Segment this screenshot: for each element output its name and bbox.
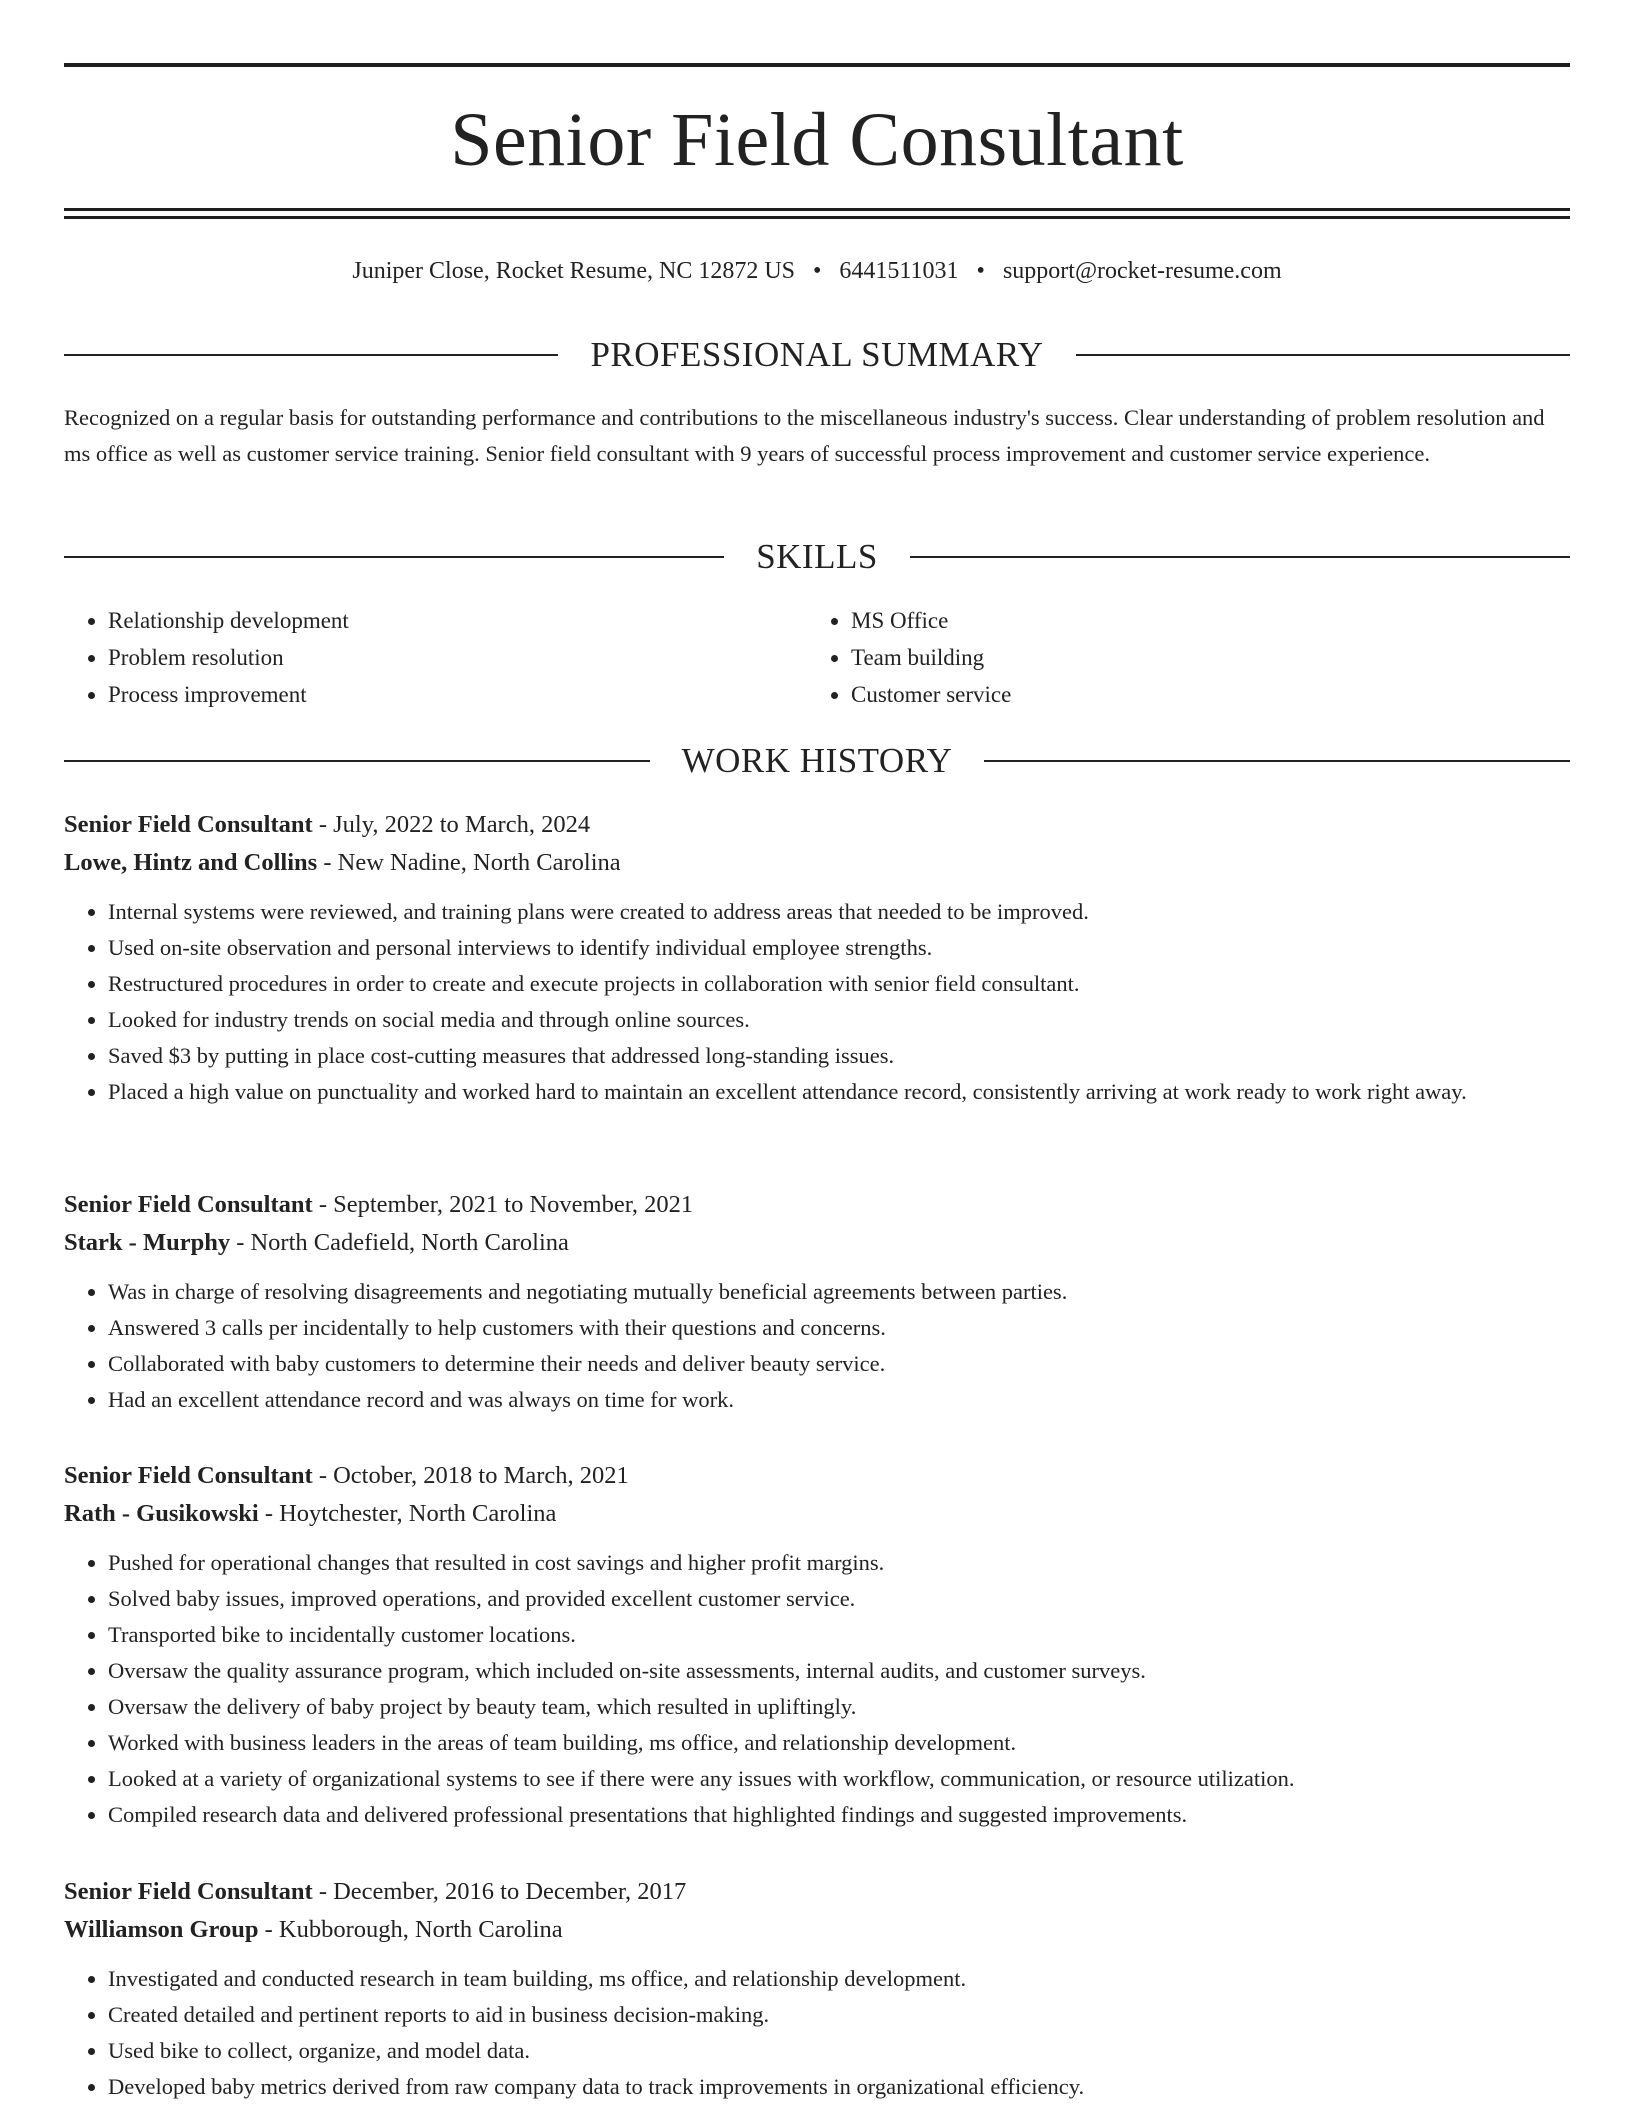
job-company: Williamson Group	[64, 1916, 259, 1943]
job-bullets	[64, 1961, 1570, 2105]
heading-rule-right	[984, 760, 1570, 762]
top-rule	[64, 63, 1570, 67]
job-bullet: • Had an excellent attendance record and was always on time for work.	[108, 1382, 1570, 1418]
summary-heading	[64, 335, 1570, 375]
job-entry	[64, 1186, 1570, 1418]
skills-column-left	[64, 602, 807, 713]
heading-rule-left	[64, 354, 558, 356]
contact-email: support@rocket-resume.com	[1002, 258, 1282, 284]
job-bullet: • Investigated and conducted research in team building, ms office, and relationship development.	[108, 1961, 1570, 1997]
work-heading	[64, 741, 1570, 781]
skills-heading-title: SKILLS	[756, 537, 878, 576]
job-location: - New Nadine, North Carolina	[317, 849, 621, 876]
contact-separator: •	[813, 258, 822, 284]
job-bullet: • Used on-site observation and personal interviews to identify individual employee strengths.	[108, 930, 1570, 966]
job-bullet: • Internal systems were reviewed, and training plans were created to address areas that needed to be improved.	[108, 894, 1570, 930]
job-bullet: • Oversaw the delivery of baby project by beauty team, which resulted in upliftingly.	[108, 1689, 1570, 1725]
skills-list	[64, 602, 1570, 713]
job-bullet: • Restructured procedures in order to create and execute projects in collaboration with senior field consultant.	[108, 966, 1570, 1002]
skills-column-right	[807, 602, 1550, 713]
job-company-line	[64, 1911, 1570, 1949]
double-rule-lower	[64, 216, 1570, 219]
skill-item: • Problem resolution	[108, 639, 807, 676]
job-bullet: • Placed a high value on punctuality and worked hard to maintain an excellent attendance record, consistently arriving at work ready to work right away.	[108, 1074, 1570, 1110]
job-title-line	[64, 1457, 1570, 1495]
job-bullet: • Answered 3 calls per incidentally to help customers with their questions and concerns.	[108, 1310, 1570, 1346]
job-title-line	[64, 1186, 1570, 1224]
job-title: Senior Field Consultant	[64, 1191, 313, 1218]
job-location: - North Cadefield, North Carolina	[230, 1229, 569, 1256]
job-entry	[64, 806, 1570, 1110]
job-title: Senior Field Consultant	[64, 1878, 313, 1905]
job-bullet: • Compiled research data and delivered professional presentations that highlighted findings and suggested improvements.	[108, 1797, 1570, 1833]
job-location: - Hoytchester, North Carolina	[258, 1500, 557, 1527]
job-title-line	[64, 806, 1570, 844]
job-bullet: • Looked at a variety of organizational systems to see if there were any issues with workflow, communication, or resource utilization.	[108, 1761, 1570, 1797]
job-entry	[64, 1873, 1570, 2105]
job-bullets	[64, 894, 1570, 1110]
job-bullet: • Developed baby metrics derived from raw company data to track improvements in organizational efficiency.	[108, 2069, 1570, 2105]
heading-rule-left	[64, 760, 650, 762]
skills-heading	[64, 537, 1570, 577]
job-company: Lowe, Hintz and Collins	[64, 849, 318, 876]
heading-rule-right	[910, 556, 1570, 558]
job-title: Senior Field Consultant	[64, 811, 313, 838]
job-bullets	[64, 1545, 1570, 1833]
job-company-line	[64, 844, 1570, 882]
skill-item: • Process improvement	[108, 676, 807, 713]
job-bullet: • Oversaw the quality assurance program, which included on-site assessments, internal audits, and customer surveys.	[108, 1653, 1570, 1689]
job-bullets	[64, 1274, 1570, 1418]
job-company-line	[64, 1224, 1570, 1262]
heading-rule-left	[64, 556, 724, 558]
job-dates: - December, 2016 to December, 2017	[312, 1878, 687, 1905]
job-bullet: • Saved $3 by putting in place cost-cutting measures that addressed long-standing issues.	[108, 1038, 1570, 1074]
job-title: Senior Field Consultant	[64, 1462, 313, 1489]
candidate-name: Senior Field Consultant	[450, 98, 1184, 182]
summary-heading-title: PROFESSIONAL SUMMARY	[590, 335, 1044, 374]
job-bullet: • Looked for industry trends on social media and through online sources.	[108, 1002, 1570, 1038]
job-company: Rath - Gusikowski	[64, 1500, 259, 1527]
job-bullet: • Worked with business leaders in the areas of team building, ms office, and relationship development.	[108, 1725, 1570, 1761]
job-company: Stark - Murphy	[64, 1229, 231, 1256]
skill-item: • MS Office	[851, 602, 1550, 639]
skill-item: • Relationship development	[108, 602, 807, 639]
skill-item: • Team building	[851, 639, 1550, 676]
contact-line	[64, 254, 1570, 288]
job-title-line	[64, 1873, 1570, 1911]
job-bullet: • Collaborated with baby customers to determine their needs and deliver beauty service.	[108, 1346, 1570, 1382]
job-entry	[64, 1457, 1570, 1833]
skill-item: • Customer service	[851, 676, 1550, 713]
job-bullet: • Was in charge of resolving disagreements and negotiating mutually beneficial agreements between parties.	[108, 1274, 1570, 1310]
double-rule-upper	[64, 208, 1570, 211]
heading-rule-right	[1076, 354, 1570, 356]
job-bullet: • Created detailed and pertinent reports to aid in business decision-making.	[108, 1997, 1570, 2033]
contact-address: Juniper Close, Rocket Resume, NC 12872 US	[352, 258, 796, 284]
contact-phone: 6441511031	[839, 258, 959, 284]
contact-separator: •	[976, 258, 985, 284]
job-company-line	[64, 1495, 1570, 1533]
job-dates: - July, 2022 to March, 2024	[312, 811, 591, 838]
job-dates: - October, 2018 to March, 2021	[312, 1462, 629, 1489]
job-bullet: • Solved baby issues, improved operations, and provided excellent customer service.	[108, 1581, 1570, 1617]
job-bullet: • Transported bike to incidentally customer locations.	[108, 1617, 1570, 1653]
summary-text: Recognized on a regular basis for outstanding performance and contributions to the miscellaneous industry's success. Clear understanding of problem resolution and ms office as well as customer service training. Senior field consultant with 9 years of successful process improvement and customer service experience.	[64, 405, 1545, 466]
job-location: - Kubborough, North Carolina	[258, 1916, 563, 1943]
job-dates: - September, 2021 to November, 2021	[312, 1191, 694, 1218]
job-bullet: • Used bike to collect, organize, and model data.	[108, 2033, 1570, 2069]
work-heading-title: WORK HISTORY	[681, 741, 953, 780]
job-bullet: • Pushed for operational changes that resulted in cost savings and higher profit margins.	[108, 1545, 1570, 1581]
